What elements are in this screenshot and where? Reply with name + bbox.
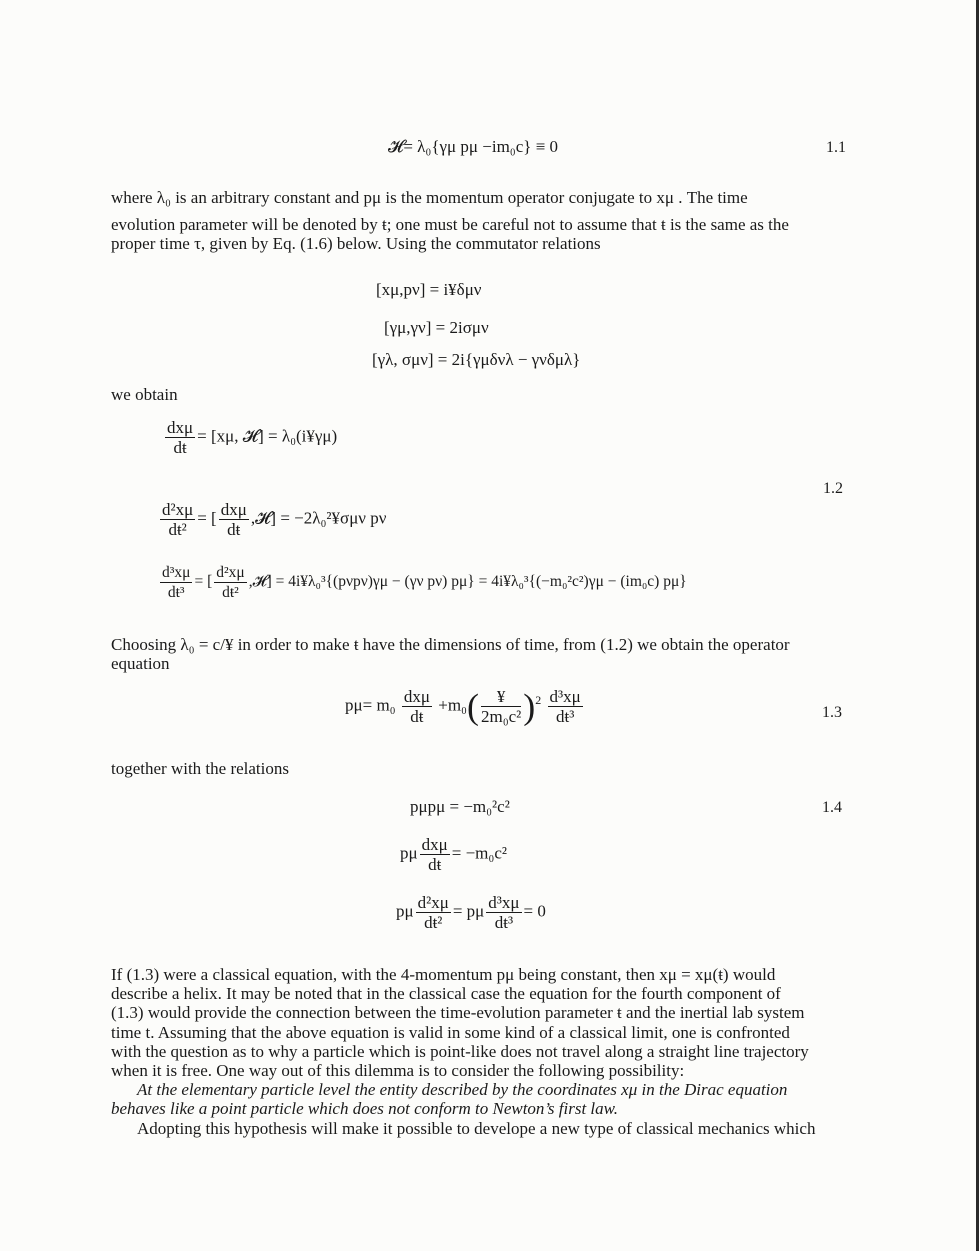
text-line: when it is free. One way out of this dilemma is to consider the following possibility:: [111, 1061, 685, 1081]
text-line: time t. Assuming that the above equation is valid in some kind of a classical limit, one is confronted: [111, 1022, 790, 1042]
together-text: together with the relations: [111, 759, 289, 778]
equation-1-2-row-3: $\frac{\text{d³xμ}}{\text{dŧ³}}$ = [ $\frac{\text{d²xμ}}{\text{dŧ²}}$ ,𝓗] = 4i¥λ₀³{(pνpν)γμ − (γν pν) pμ} = 4i¥λ₀³{(−m₀²c²)γμ − (im₀c) pμ}: [162, 564, 687, 601]
fraction: $\frac{¥}{\text{2m₀c²}}$: [480, 687, 522, 726]
text-line: equation: [111, 654, 170, 673]
equation-number-1-2: 1.2: [823, 480, 843, 497]
equation-1-2-row-1: $\frac{\text{dxμ}}{dŧ}$ = [xμ, 𝓗] = λ₀(i¥γμ): [167, 418, 338, 457]
equation-1-1: 𝓗= λ₀{γμ pμ −im₀c} ≡ 0: [388, 137, 559, 156]
text-line: Choosing λ₀ = c/¥ in order to make ŧ have the dimensions of time, from (1.2) we obtain the operator: [111, 635, 790, 654]
text-line: evolution parameter will be denoted by ŧ; one must be careful not to assume that ŧ is the same as the: [111, 215, 789, 234]
equation-number-1-3: 1.3: [822, 704, 842, 721]
fraction: $\frac{\text{dxμ}}{dŧ}$: [167, 418, 194, 457]
fraction: $\frac{\text{dxμ}}{dŧ}$: [220, 500, 247, 539]
fraction: $\frac{\text{d²xμ}}{\text{dŧ²}}$: [162, 500, 194, 539]
text-line: (1.3) would provide the connection between the time-evolution parameter ŧ and the inertial lab system: [111, 1003, 805, 1023]
fraction: $\frac{\text{d³xμ}}{\text{dŧ³}}$: [162, 564, 191, 601]
we-obtain-text: we obtain: [111, 385, 178, 404]
equation-1-2-row-2: $\frac{\text{d²xμ}}{\text{dŧ²}}$ = [ $\frac{\text{dxμ}}{dŧ}$ ,𝓗] = −2λ₀²¥σμν pν: [162, 500, 387, 539]
text-line: where λ₀ is an arbitrary constant and pμ is the momentum operator conjugate to xμ . The time: [111, 188, 748, 207]
commutator-1: [xμ,pν] = i¥δμν: [376, 280, 482, 299]
paragraph-1: [111, 188, 851, 253]
equation-number-1-4: 1.4: [822, 799, 842, 816]
commutator-2: [γμ,γν] = 2iσμν: [384, 318, 489, 337]
fraction: $\frac{\text{d²xμ}}{\text{dŧ²}}$: [216, 564, 245, 601]
text-line: proper time τ, given by Eq. (1.6) below. Using the commutator relations: [111, 234, 601, 253]
equation-number-1-1: 1.1: [826, 139, 846, 156]
text-line: If (1.3) were a classical equation, with the 4-momentum pμ being constant, then xμ = xμ(ŧ) would: [111, 965, 776, 984]
text-line: Adopting this hypothesis will make it possible to develope a new type of classical mechanics which: [137, 1118, 816, 1138]
fraction: $\frac{\text{dxμ}}{dŧ}$: [403, 687, 430, 726]
equation-1-3: pμ= m₀ $\frac{\text{dxμ}}{dŧ}$ +m₀( $\frac{¥}{\text{2m₀c²}}$ )$^2$ $\frac{\text{d³xμ}}{\text{dŧ³}}$: [345, 686, 581, 727]
hypothesis-line: At the elementary particle level the entity described by the coordinates xμ in the Dirac equation: [137, 1080, 788, 1100]
fraction: $\frac{\text{d³xμ}}{\text{dŧ³}}$: [549, 687, 581, 726]
fraction: $\frac{\text{d²xμ}}{\text{dŧ²}}$: [417, 893, 449, 932]
paragraph-3: [111, 965, 851, 1138]
fraction: $\frac{\text{dxμ}}{dŧ}$: [421, 835, 448, 874]
commutator-3: [γλ, σμν] = 2i{γμδνλ − γνδμλ}: [372, 350, 581, 369]
fraction: $\frac{\text{d³xμ}}{\text{dŧ³}}$: [488, 893, 520, 932]
text-line: describe a helix. It may be noted that in the classical case the equation for the fourth component of: [111, 984, 781, 1004]
equation-1-4-row-3: pμ $\frac{\text{d²xμ}}{\text{dŧ²}}$ = pμ $\frac{\text{d³xμ}}{\text{dŧ³}}$ = 0: [396, 893, 546, 932]
equation-1-4-row-1: pμpμ = −m₀²c²: [410, 797, 510, 816]
text-line: with the question as to why a particle which is point-like does not travel along a straight line trajectory: [111, 1041, 809, 1061]
equation-1-4-row-2: pμ $\frac{\text{dxμ}}{dŧ}$ = −m₀c²: [400, 835, 507, 874]
paragraph-2: [111, 635, 851, 673]
hypothesis-line: behaves like a point particle which does not conform to Newton’s first law.: [111, 1099, 618, 1119]
